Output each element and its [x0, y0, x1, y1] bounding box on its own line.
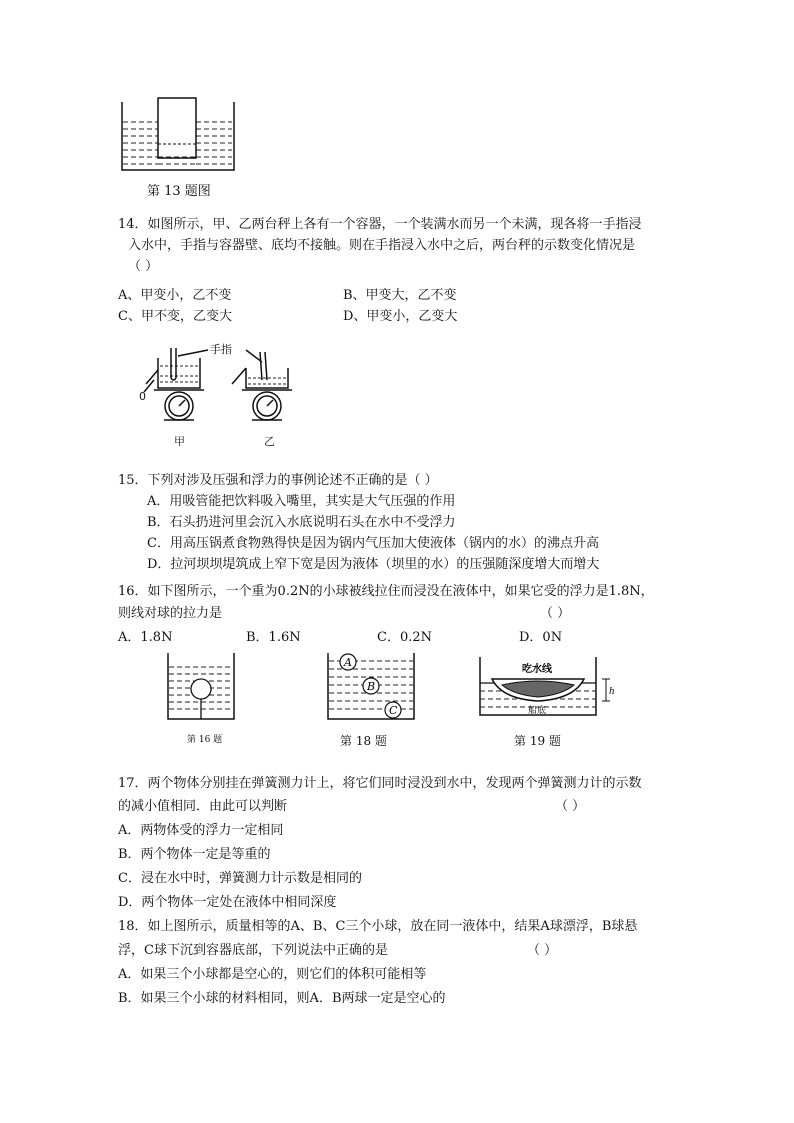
fig18-ball-c: C — [389, 704, 398, 717]
fig19-waterline-label: 吃水线 — [522, 664, 552, 675]
q16-answer-paren: （ ） — [540, 606, 571, 621]
q14-option-a: A、甲变小，乙不变 — [118, 288, 232, 303]
q16-stem-line1: 16．如下图所示，一个重为0.2N的小球被线拉住而浸没在液体中，如果它受的浮力是1.8N， — [118, 584, 654, 599]
q16-option-a: A．1.8N — [118, 630, 173, 645]
q17-stem-line2: 的减小值相同．由此可以判断 — [118, 799, 288, 814]
q17-option-a: A．两物体受的浮力一定相同 — [118, 823, 284, 838]
q16-stem-line2: 则线对球的拉力是 — [118, 606, 223, 621]
fig13-diagram — [120, 98, 240, 176]
q14-stem-line1: 14．如图所示，甲、乙两台秤上各有一个容器，一个装满水而另一个未满，现各将一手指浸 — [118, 217, 642, 232]
q16-option-b: B．1.6N — [246, 630, 301, 645]
q18-option-a: A．如果三个小球都是空心的，则它们的体积可能相等 — [118, 967, 427, 982]
q15-option-b: B．石头扔进河里会沉入水底说明石头在水中不受浮力 — [147, 515, 456, 530]
fig19-diagram — [478, 657, 618, 723]
q14-option-b: B、甲变大，乙不变 — [343, 288, 457, 303]
q18-stem-line1: 18．如上图所示，质量相等的A、B、C三个小球，放在同一液体中，结果A球漂浮，B球悬 — [118, 919, 638, 934]
fig18-caption: 第 18 题 — [340, 734, 387, 748]
q15-option-d: D．拉河坝坝堤筑成上窄下宽是因为液体（坝里的水）的压强随深度增大而增大 — [147, 557, 600, 572]
fig14-finger-label: 手指 — [210, 343, 232, 356]
fig14-label-yi: 乙 — [264, 435, 275, 448]
fig13-caption: 第 13 题图 — [147, 184, 211, 199]
fig18-diagram — [327, 653, 417, 723]
q17-answer-paren: （ ） — [555, 799, 586, 814]
q16-option-d: D．0N — [519, 630, 563, 645]
q14-option-d: D、甲变小，乙变大 — [343, 309, 458, 324]
q15-stem: 15．下列对涉及压强和浮力的事例论述不正确的是（ ） — [118, 473, 438, 488]
q14-option-c: C、甲不变，乙变大 — [118, 309, 232, 324]
fig14-diagram — [136, 340, 306, 450]
fig14-zero-mark: 0 — [139, 390, 146, 403]
q14-stem-line2: 入水中，手指与容器壁、底均不接触。则在手指浸入水中之后，两台秤的示数变化情况是 — [128, 238, 636, 253]
fig19-caption: 第 19 题 — [514, 734, 561, 748]
q17-option-b: B．两个物体一定是等重的 — [118, 847, 271, 862]
q17-option-d: D．两个物体一定处在液体中相同深度 — [118, 895, 337, 910]
q14-answer-paren: （ ） — [128, 259, 159, 274]
q17-option-c: C．浸在水中时，弹簧测力计示数是相同的 — [118, 871, 362, 886]
q18-answer-paren: （ ） — [527, 943, 558, 958]
fig18-ball-b: B — [367, 680, 376, 693]
fig16-diagram — [167, 653, 237, 723]
fig18-ball-a: A — [344, 656, 352, 669]
q18-option-b: B．如果三个小球的材料相同，则A．B两球一定是空心的 — [118, 991, 446, 1006]
q15-option-c: C．用高压锅煮食物熟得快是因为锅内气压加大使液体（锅内的水）的沸点升高 — [147, 536, 599, 551]
q17-stem-line1: 17．两个物体分别挂在弹簧测力计上，将它们同时浸没到水中，发现两个弹簧测力计的示数 — [118, 776, 642, 791]
q16-option-c: C．0.2N — [377, 630, 432, 645]
fig14-label-jia: 甲 — [174, 435, 185, 448]
q15-option-a: A．用吸管能把饮料吸入嘴里，其实是大气压强的作用 — [147, 494, 456, 509]
fig19-h-label: h — [609, 687, 615, 697]
fig16-caption: 第 16 题 — [187, 735, 223, 745]
q18-stem-line2: 浮，C球下沉到容器底部，下列说法中正确的是 — [118, 943, 388, 958]
fig19-hull-label: 船底 — [528, 706, 547, 716]
